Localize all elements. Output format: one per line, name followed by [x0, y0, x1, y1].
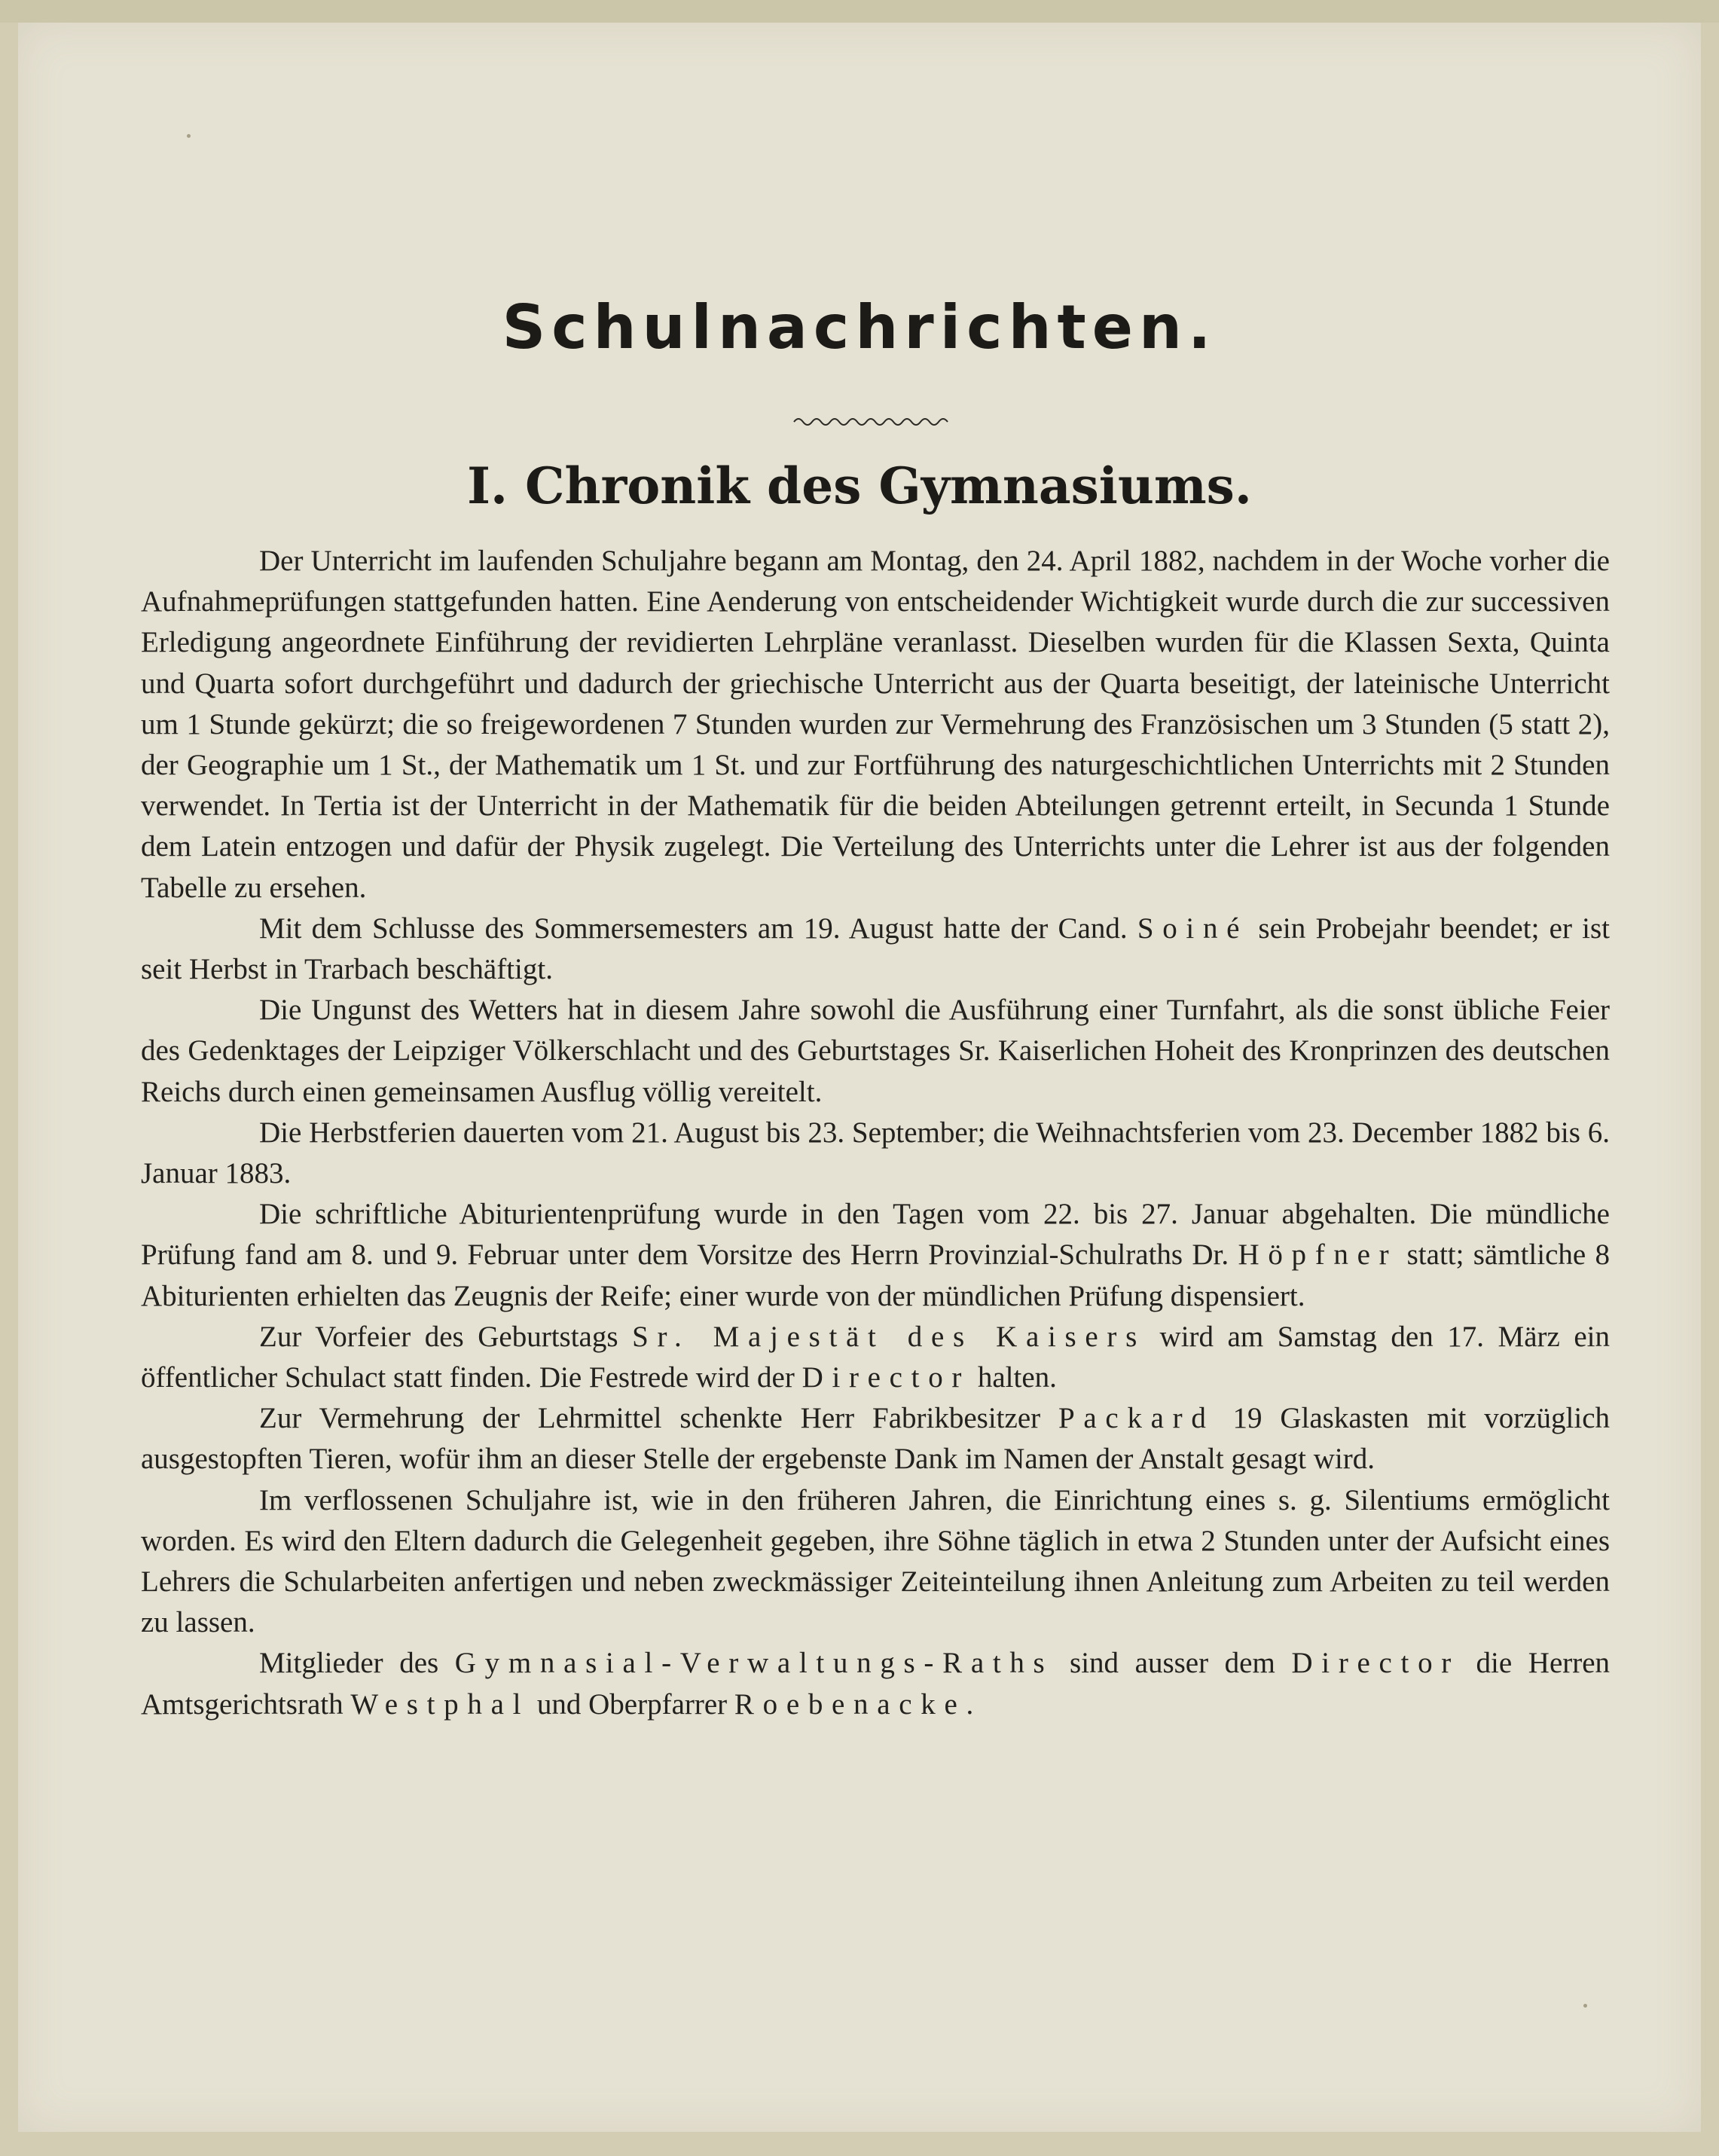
text-run: die Herren Amtsgerichtsrath [141, 1647, 1611, 1721]
paragraph-school-year-start: Der Unterricht im laufenden Schuljahre begann am Montag, den 24. April 1882, nachdem in der Woche vorher die Aufnahmeprüfungen stattgefunden hatten. Eine Aenderung von entscheidender Wichtigkeit wurde durch die zur successiven Erledigung angeordnete Einführung der revidierten Lehrpläne veranlasst. Dieselben wurden für die Klassen Sexta, Quinta und Quarta sofort durchgeführt und dadurch der griechische Unterricht aus der Quarta beseitigt, der lateinische Unterricht um 1 Stunde gekürzt; die so freigewordenen 7 Stunden wurden zur Vermehrung des Französischen um 3 Stunden (5 statt 2), der Geographie um 1 St., der Mathematik um 1 St. und zur Fortführung des naturgeschichtlichen Unterrichts mit 2 Stunden verwendet. In Tertia ist der Unterricht in der Mathematik für die beiden Abteilungen getrennt erteilt, in Secunda 1 Stunde dem Latein entzogen und dafür der Physik zugelegt. Die Verteilung des Unterrichts unter die Lehrer ist aus der folgenden Tabelle zu ersehen. [141, 545, 1610, 904]
paper-speck [1583, 2004, 1587, 2008]
text-run: Zur Vermehrung der Lehrmittel schenkte Herr Fabrikbesitzer [259, 1402, 1041, 1435]
paragraph-final-exams [141, 1194, 1610, 1317]
chronicle-text [141, 541, 1610, 1725]
text-run: und Oberpfarrer [536, 1687, 728, 1721]
text-run: sind ausser dem [1070, 1647, 1275, 1680]
paragraph-administration [141, 1643, 1610, 1724]
text-run: 19 Glaskasten mit vorzüglich ausgestopften Tieren, wofür ihm an dieser Stelle der ergebenste Dank im Namen der Anstalt gesagt wird. [141, 1402, 1611, 1476]
text-run: halten. [977, 1361, 1057, 1394]
text-run: Zur Vorfeier des Geburtstags [259, 1320, 618, 1353]
text-run: wird am Samstag den 17. März ein öffentlicher Schulact statt finden. Die Festrede wird der [141, 1320, 1610, 1394]
text-run: Mit dem Schlusse des Sommersemesters am 19. August hatte der Cand. [259, 912, 1128, 945]
section-heading: I. Chronik des Gymnasiums. [467, 457, 1252, 515]
person-name: Roebenacke [734, 1687, 966, 1721]
emphasized-text: Director [1291, 1647, 1460, 1680]
person-name: Höpfner [1238, 1238, 1398, 1272]
scan-background [0, 0, 1719, 23]
emphasized-text: Gymnasial-Verwaltungs-Raths [454, 1647, 1054, 1680]
text-run: sein Probejahr beendet; er ist seit Herbst in Trarbach beschäftigt. [141, 912, 1611, 986]
paragraph-silentium: Im verflossenen Schuljahre ist, wie in den früheren Jahren, die Einrichtung eines s. g. Silentiums ermöglicht worden. Es wird den Eltern dadurch die Gelegenheit gegeben, ihre Söhne täglich in etwa 2 Stunden unter der Aufsicht eines Lehrers die Schularbeiten anfertigen und neben zweckmässiger Zeiteinteilung ihnen Anleitung zum Arbeiten zu teil werden zu lassen. [141, 1483, 1610, 1639]
text-run: Mitglieder des [259, 1647, 439, 1680]
paragraph-emperor-birthday [141, 1317, 1610, 1398]
page-title: Schulnachrichten. [502, 292, 1217, 362]
text-run: . [966, 1687, 974, 1721]
person-name: Packard [1058, 1402, 1215, 1435]
paper-speck [187, 134, 191, 138]
paragraph-probationary-year [141, 909, 1610, 990]
person-name: Soiné [1137, 912, 1249, 945]
text-run: statt; sämtliche 8 Abiturienten erhielten das Zeugnis der Reife; einer wurde von der mündlichen Prüfung dispensiert. [141, 1238, 1611, 1312]
emphasized-text: Sr. Majestät des Kaisers [632, 1320, 1146, 1353]
paragraph-holidays: Die Herbstferien dauerten vom 21. August bis 23. September; die Weihnachtsferien vom 23. December 1882 bis 6. Januar 1883. [141, 1116, 1610, 1190]
emphasized-text: Director [801, 1361, 971, 1394]
text-run: Die schriftliche Abiturientenprüfung wurde in den Tagen vom 22. bis 27. Januar abgehalten. Die mündliche Prüfung fand am 8. und 9. Februar unter dem Vorsitze des Herrn Provinzial-Schulraths Dr. [141, 1198, 1610, 1272]
paragraph-weather: Die Ungunst des Wetters hat in diesem Jahre sowohl die Ausführung einer Turnfahrt, als die sonst übliche Feier des Gedenktages der Leipziger Völkerschlacht und des Geburtstages Sr. Kaiserlichen Hoheit des Kronprinzen des deutschen Reichs durch einen gemeinsamen Ausflug völlig vereitelt. [141, 994, 1610, 1108]
person-name: Westphal [350, 1687, 530, 1721]
paragraph-donation [141, 1398, 1610, 1480]
wavy-ornament-divider [792, 413, 951, 431]
